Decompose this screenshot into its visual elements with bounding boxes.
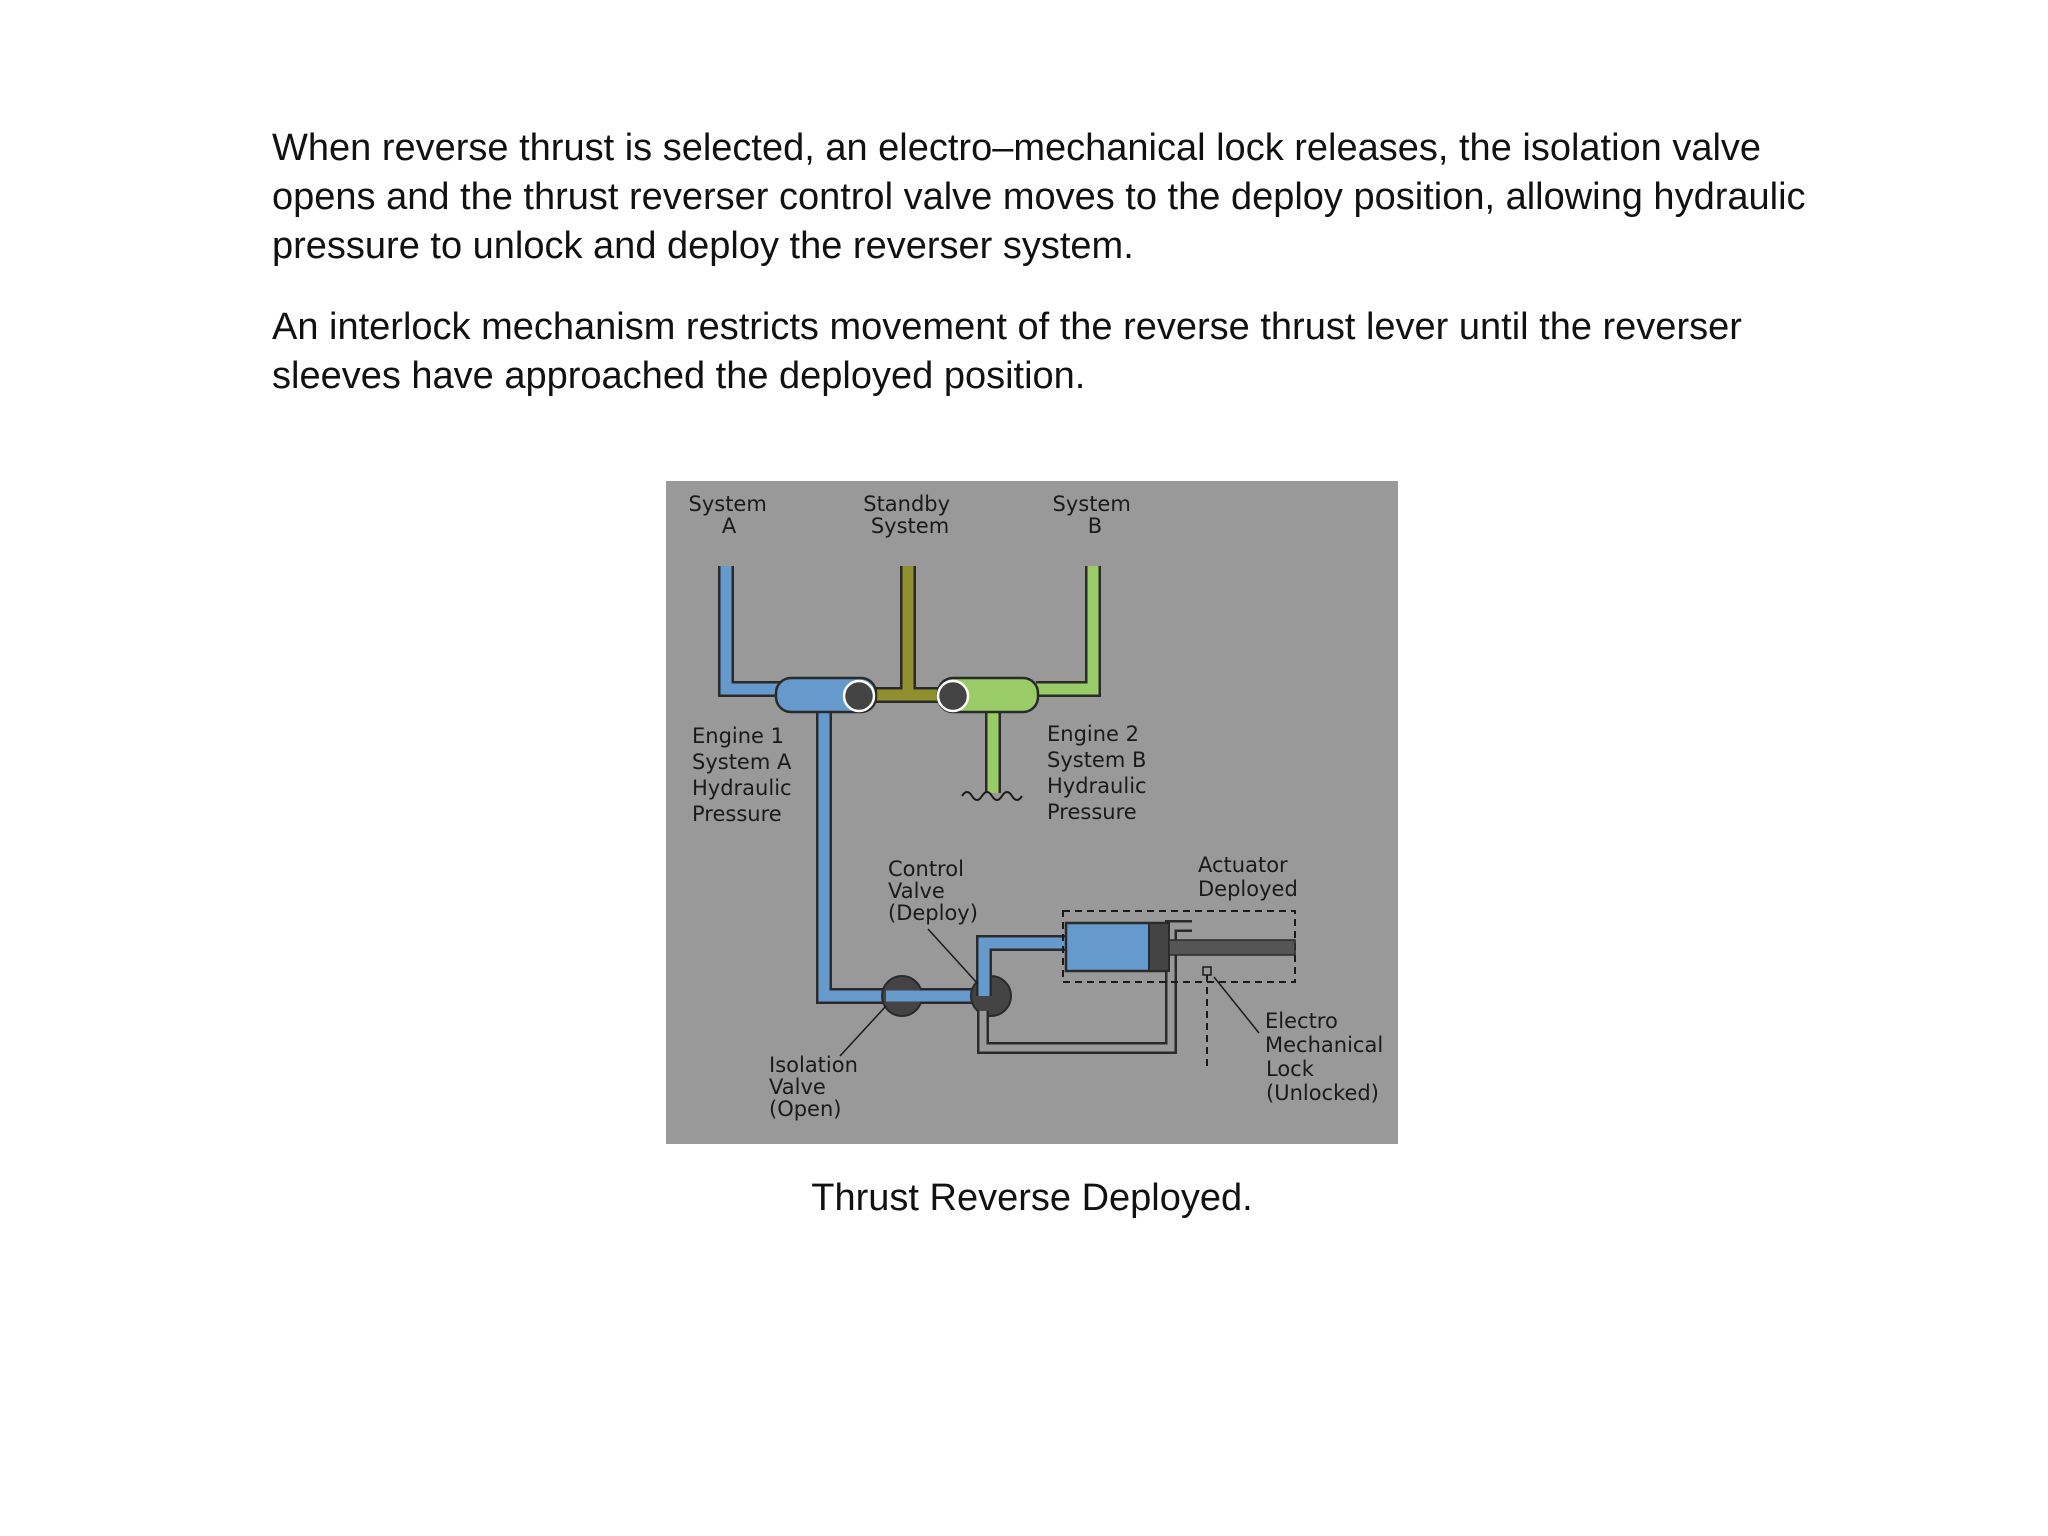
system-b-label: System B — [1052, 492, 1131, 538]
control-valve-label: Control Valve (Deploy) — [888, 857, 978, 925]
system-a-shuttle-ball — [844, 681, 874, 711]
isolation-valve-label: Isolation Valve (Open) — [769, 1053, 858, 1121]
figure-caption: Thrust Reverse Deployed. — [811, 1177, 1253, 1219]
engine2-label: Engine 2 System B Hydraulic Pressure — [1047, 722, 1147, 824]
interlock-paragraph: An interlock mechanism restricts movement of the reverse thrust lever until the reverser sleeves have approached the deployed position. — [272, 306, 1742, 397]
electro-mechanical-lock-label: Electro Mechanical Lock (Unlocked) — [1265, 1009, 1384, 1105]
intro-paragraph: When reverse thrust is selected, an electro–mechanical lock releases, the isolation valve opens and the thrust reverser control valve moves to the deploy position, allowing hydraulic pressure to unlock and deploy the reverser system. — [272, 127, 1806, 267]
electro-mechanical-lock — [1203, 967, 1211, 975]
thrust-reverser-hydraulic-diagram — [666, 481, 1398, 1144]
actuator-rod — [1169, 940, 1295, 955]
actuator-piston — [1149, 923, 1169, 971]
system-b-shuttle-ball — [938, 681, 968, 711]
engine1-label: Engine 1 System A Hydraulic Pressure — [692, 724, 792, 826]
standby-system-label: Standby System — [863, 492, 951, 538]
actuator-label: Actuator Deployed — [1198, 853, 1298, 901]
system-a-label: System A — [688, 492, 767, 538]
